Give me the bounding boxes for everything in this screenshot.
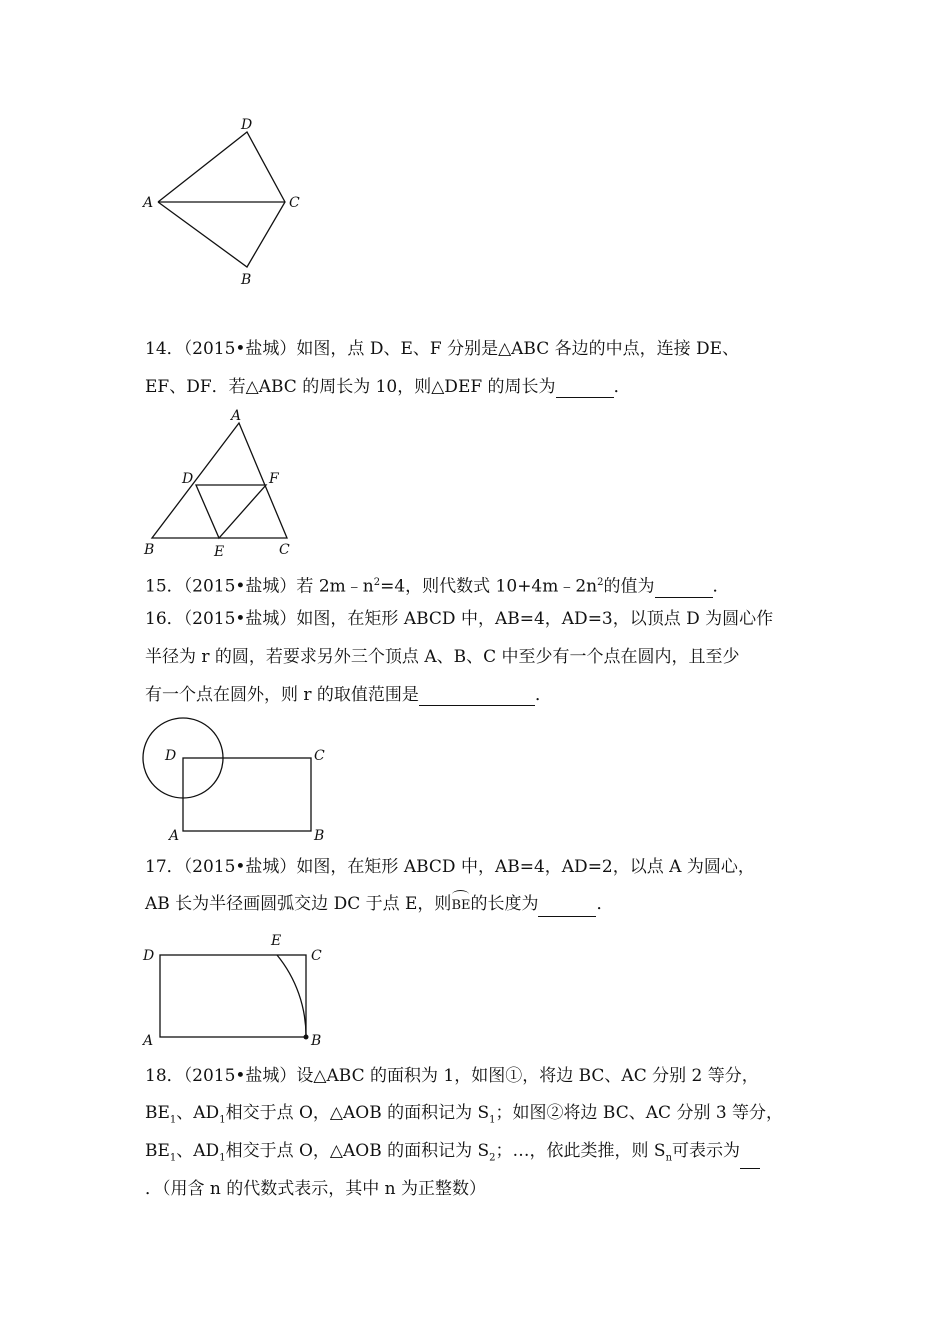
label-e: E (271, 933, 282, 949)
point-b (304, 1035, 309, 1040)
q14-line1: 14．（2015•盐城）如图，点 D、E、F 分别是△ABC 各边的中点，连接 DE、 (145, 339, 740, 359)
arc-be (277, 955, 306, 1037)
label-b: B (314, 828, 325, 844)
label-c: C (279, 542, 290, 558)
label-d: D (165, 748, 177, 764)
q18-line1: 18．（2015•盐城）设△ABC 的面积为 1，如图①，将边 BC、AC 分别 2 等分， (145, 1066, 759, 1086)
label-e: E (214, 544, 225, 560)
q18-l2b: 、AD (176, 1103, 220, 1123)
q15-end: ． (712, 576, 730, 597)
q16-end: ． (534, 685, 552, 705)
q15-sup1: 2 (373, 577, 381, 588)
label-a: A (143, 1033, 154, 1049)
q17-line2 (145, 893, 613, 917)
label-a: A (231, 408, 242, 424)
q15-p2: =4，则代数式 10+4m﹣2n (380, 576, 598, 597)
q18-sub: 1 (219, 1114, 226, 1126)
q18-l3c: 相交于点 O，△AOB 的面积记为 S (225, 1141, 490, 1161)
q17-line1: 17．（2015•盐城）如图，在矩形 ABCD 中，AB=4，AD=2，以点 A 为圆心， (145, 857, 755, 877)
q18-line4: ．（用含 n 的代数式表示，其中 n 为正整数） (145, 1179, 487, 1199)
arc-be-symbol: BE (451, 895, 470, 917)
figure-q17-rectangle-arc (135, 925, 335, 1050)
q18-sub: 2 (489, 1152, 496, 1164)
label-d: D (143, 948, 155, 964)
q18-l2c: 相交于点 O，△AOB 的面积记为 S (225, 1103, 490, 1123)
label-c: C (314, 748, 325, 764)
label-d: D (182, 471, 194, 487)
q16-line2: 半径为 r 的圆，若要求另外三个顶点 A、B、C 中至少有一个点在圆内，且至少 (145, 647, 740, 667)
label-f: F (269, 471, 279, 487)
figure-q14-triangle (135, 405, 315, 565)
figure-q13-kite (135, 112, 315, 292)
q14-line2 (145, 376, 631, 398)
q17-line2-pre: AB 长为半径画圆弧交边 DC 于点 E，则 (145, 894, 452, 914)
q16-line3 (145, 684, 552, 706)
q18-sub: 1 (169, 1114, 177, 1126)
answer-blank (419, 689, 535, 706)
q18-sub: 1 (489, 1114, 496, 1126)
answer-blank (538, 900, 596, 917)
q18-line2 (145, 1102, 783, 1131)
q18-line3 (145, 1140, 760, 1169)
q18-sub: 1 (169, 1152, 177, 1164)
q18-l3d: ；…，依此类推，则 S (495, 1141, 666, 1161)
triangle-def (196, 485, 266, 538)
figure-q16-rectangle-circle (135, 712, 335, 847)
q18-l3b: 、AD (176, 1141, 220, 1161)
q18-l2a: BE (145, 1103, 170, 1123)
label-c: C (289, 195, 300, 211)
q15-p3: 的值为 (603, 576, 655, 597)
q16-line1: 16．（2015•盐城）如图，在矩形 ABCD 中，AB=4，AD=3，以顶点 D 为圆心作 (145, 609, 774, 629)
q15-sup2: 2 (597, 577, 604, 588)
answer-blank (556, 381, 614, 398)
q18-l3e: 可表示为 (672, 1141, 741, 1161)
q18-sub: n (665, 1152, 673, 1164)
label-d: D (241, 117, 253, 133)
q15-p1: 15．（2015•盐城）若 2m﹣n (145, 576, 374, 597)
label-c: C (311, 948, 322, 964)
label-b: B (241, 272, 252, 288)
q17-end: ． (596, 894, 614, 914)
q17-line2-post: 的长度为 (470, 894, 539, 914)
q14-line2-text: EF、DF．若△ABC 的周长为 10，则△DEF 的周长为 (145, 377, 556, 397)
triangle-abc (152, 423, 287, 538)
q18-l3a: BE (145, 1141, 170, 1161)
q18-sub: 1 (219, 1152, 226, 1164)
kite-outline (158, 132, 285, 267)
label-b: B (144, 542, 155, 558)
answer-blank (655, 581, 713, 598)
q18-l2d: ；如图②将边 BC、AC 分别 3 等分， (495, 1103, 784, 1123)
answer-blank (740, 1152, 760, 1169)
label-a: A (143, 195, 154, 211)
rectangle-abcd (183, 758, 311, 831)
rectangle-abcd (160, 955, 306, 1037)
q16-line3-text: 有一个点在圆外，则 r 的取值范围是 (145, 685, 419, 705)
label-a: A (169, 828, 180, 844)
q15-line (145, 572, 730, 598)
q14-end: ． (613, 377, 631, 397)
label-b: B (311, 1033, 322, 1049)
